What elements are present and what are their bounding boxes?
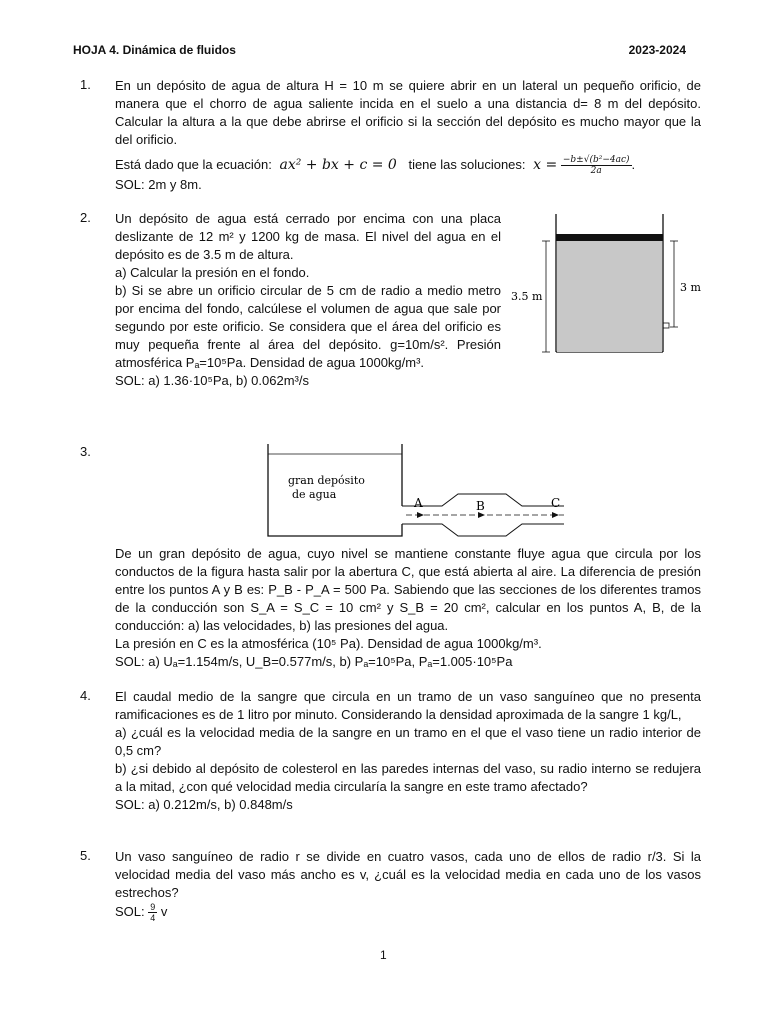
point-a-label: A <box>414 496 423 510</box>
problem-4-solution: SOL: a) 0.212m/s, b) 0.848m/s <box>115 797 293 812</box>
problem-3-statement: De un gran depósito de agua, cuyo nivel se mantiene constante fluye agua que circula por los conductos de la figura hasta salir por la abertura C, que está abierta al aire. La diferencia de presión entre los puntos A y B es: P_B - P_A = 500 Pa. Sabiendo que las secciones de los diferentes tramos de la conducción son S_A = S_C = 10 cm² y S_B = 20 cm², calcular en los puntos A, B, de la conducción: a) las velocidades, b) las presiones del agua. <box>115 546 701 633</box>
problem-2-number: 2. <box>80 210 91 225</box>
problem-2-solution: SOL: a) 1.36·10⁵Pa, b) 0.062m³/s <box>115 373 309 388</box>
document-title: HOJA 4. Dinámica de fluidos <box>73 43 236 57</box>
sliding-plate <box>556 234 663 241</box>
pipe-bottom-wall <box>402 524 564 536</box>
tank-label-line-2: de agua <box>292 488 337 501</box>
problem-5-number: 5. <box>80 848 91 863</box>
problem-4-part-b: b) ¿si debido al depósito de colesterol en las paredes internas del vaso, su radio interno se redujera a la mitad, ¿con qué velocidad media circularía la sangre en este tramo afectado? <box>115 761 701 794</box>
problem-2-statement: Un depósito de agua está cerrado por encima con una placa deslizante de 12 m² y 1200 kg de masa. El nivel del agua en el depósito es de 3.5 m de altura. <box>115 211 501 262</box>
quadratic-equation: ax² + bx + c = 0 <box>279 156 397 173</box>
quadratic-formula: $\frac{\text{−b±√(b²−4ac)}}{2a}$ <box>562 155 630 176</box>
problem-3-atmospheric-note: La presión en C es la atmosférica (10⁵ Pa). Densidad de agua 1000kg/m³. <box>115 636 542 651</box>
problem-4-statement: El caudal medio de la sangre que circula en un tramo de un vaso sanguíneo que no presenta ramificaciones es de 1 litro por minuto. Considerando la densidad aproximada de la sangre 1 kg/L, <box>115 689 701 722</box>
pipe-diagram <box>262 440 582 540</box>
problem-1-equation: Está dado que la ecuación: ax² + bx + c = 0 tiene las soluciones: x = $\frac{\text{−b±√(b²−4ac)}}{2a}$ . <box>115 155 636 176</box>
water-height-label: 3.5 m <box>511 290 543 303</box>
solution-fraction: $\frac{9}{4}$ <box>150 902 156 923</box>
problem-2-part-a: a) Calcular la presión en el fondo. <box>115 265 310 280</box>
problem-4 <box>115 688 701 814</box>
problem-1-solution: SOL: 2m y 8m. <box>115 177 202 192</box>
flow-arrow-c <box>552 512 559 518</box>
tank-label-line-1: gran depósito <box>288 474 365 487</box>
orifice-depth-label: 3 m <box>680 281 701 294</box>
point-b-label: B <box>476 499 485 513</box>
problem-5-statement: Un vaso sanguíneo de radio r se divide en cuatro vasos, cada uno de ellos de radio r/3. Si la velocidad media del vaso más ancho es v, ¿cuál es la velocidad media en cada uno de los vasos estrechos? <box>115 849 701 900</box>
problem-5 <box>115 848 701 923</box>
problem-2 <box>115 210 501 390</box>
problem-3-number: 3. <box>80 444 91 459</box>
problem-2-part-b: b) Si se abre un orificio circular de 5 cm de radio a medio metro por encima del fondo, calcúlese el volumen de agua que sale por segundo por este orificio. Se considera que el área del orificio es muy pequeña frente al área del depósito. g=10m/s². Presión atmosférica Pₐ=10⁵Pa. Densidad de agua 1000kg/m³. <box>115 283 501 370</box>
problem-5-solution: SOL: $\frac{9}{4}$ v <box>115 902 168 923</box>
orifice <box>663 323 669 328</box>
page-number: 1 <box>380 948 387 962</box>
academic-year: 2023-2024 <box>628 43 686 57</box>
problem-1 <box>115 77 701 194</box>
flow-arrow-a <box>417 512 424 518</box>
problem-1-number: 1. <box>80 77 91 92</box>
problem-4-number: 4. <box>80 688 91 703</box>
water <box>557 240 662 352</box>
problem-4-part-a: a) ¿cuál es la velocidad media de la sangre en un tramo en el que el vaso tiene un radio interior de 0,5 cm? <box>115 725 701 758</box>
problem-1-statement: En un depósito de agua de altura H = 10 m se quiere abrir en un lateral un pequeño orificio, de manera que el chorro de agua saliente incida en el suelo a una distancia d= 8 m del depósito. Calcular la altura a la que debe abrirse el orificio si la sección del depósito es mucho mayor que la del orificio. <box>115 78 701 147</box>
point-c-label: C <box>551 496 561 510</box>
tank-diagram <box>508 210 708 360</box>
problem-3-solution: SOL: a) Uₐ=1.154m/s, U_B=0.577m/s, b) Pₐ=10⁵Pa, Pₐ=1.005·10⁵Pa <box>115 654 513 669</box>
problem-3 <box>115 545 701 671</box>
